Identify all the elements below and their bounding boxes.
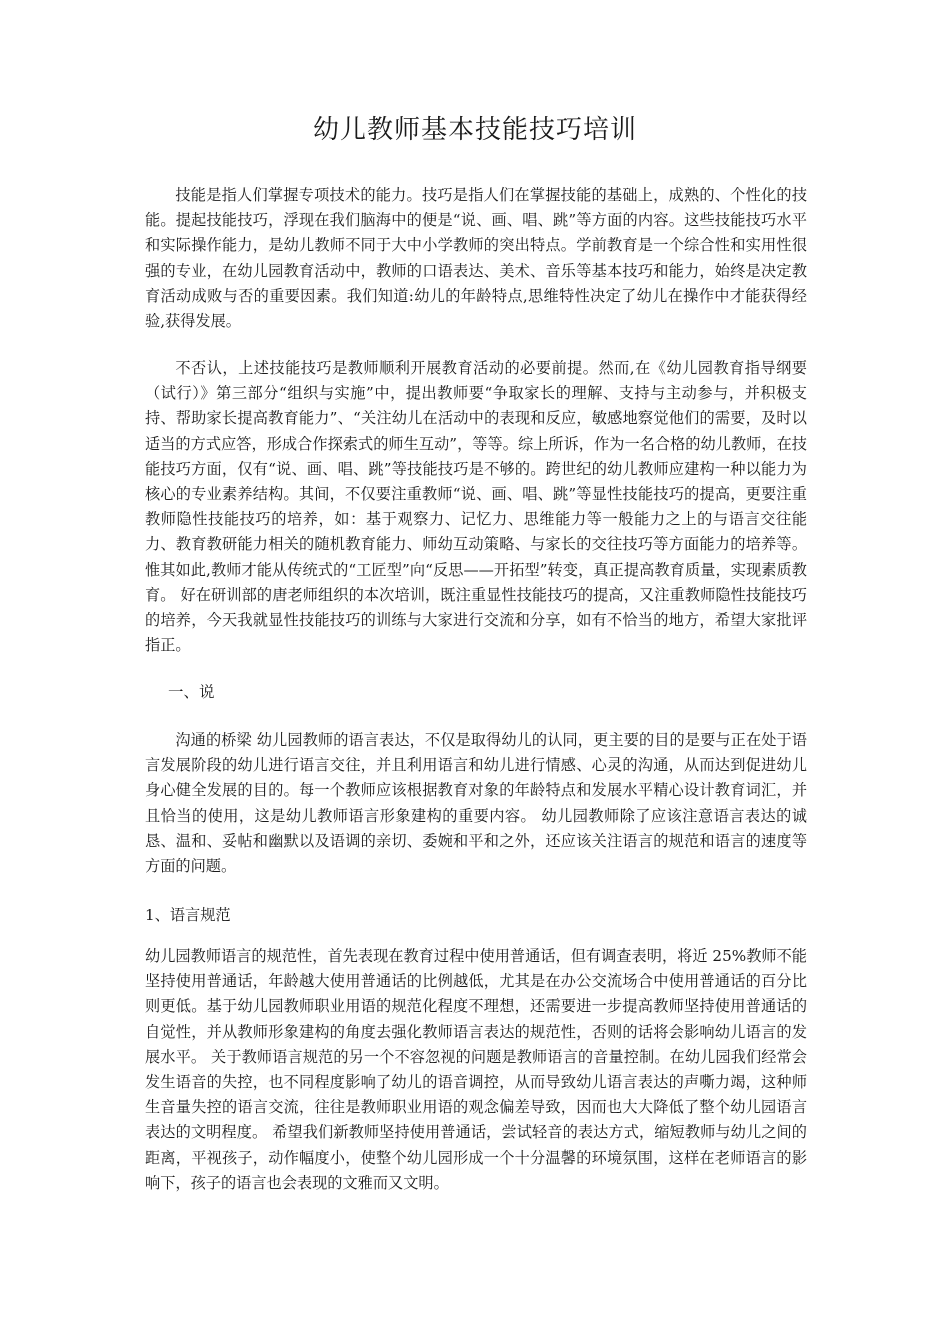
- subsection-language-norms-paragraph: 幼儿园教师语言的规范性，首先表现在教育过程中使用普通话，但有调查表明，将近 25%教师不能坚持使用普通话，年龄越大使用普通话的比例越低，尤其是在办公交流场合中使用普通话的百分比则更低。基于幼儿园教师职业用语的规范化程度不理想，还需要进一步提高教师坚持使用普通话的自觉性，并从教师形象建构的角度去强化教师语言表达的规范性，否则的话将会影响幼儿语言的发展水平。 关于教师语言规范的另一个不容忽视的问题是教师语言的音量控制。在幼儿园我们经常会发生语音的失控，也不同程度影响了幼儿的语音调控，从而导致幼儿语言表达的声嘶力竭，这种师生音量失控的语言交流，往往是教师职业用语的观念偏差导致，因而也大大降低了整个幼儿园语言表达的文明程度。 希望我们新教师坚持使用普通话，尝试轻音的表达方式，缩短教师与幼儿之间的距离，平视孩子，动作幅度小，使整个幼儿园形成一个十分温馨的环境氛围，这样在老师语言的影响下，孩子的语言也会表现的文雅而又文明。: [145, 947, 807, 1192]
- section-speak-paragraph: 沟通的桥梁 幼儿园教师的语言表达，不仅是取得幼儿的认同，更主要的目的是要与正在处于语言发展阶段的幼儿进行语言交往，并且利用语言和幼儿进行情感、心灵的沟通，从而达到促进幼儿身心健全发展的目的。每一个教师应该根据教育对象的年龄特点和发展水平精心设计教育词汇，并且恰当的使用，这是幼儿教师语言形象建构的重要内容。 幼儿园教师除了应该注意语言表达的诚恳、温和、妥帖和幽默以及语调的亲切、委婉和平和之外，还应该关注语言的规范和语言的速度等方面的问题。: [145, 731, 807, 876]
- subsection-heading-language-norms: 1、语言规范: [145, 906, 231, 924]
- intro-paragraph-1: 技能是指人们掌握专项技术的能力。技巧是指人们在掌握技能的基础上，成熟的、个性化的技能。提起技能技巧，浮现在我们脑海中的便是“说、画、唱、跳”等方面的内容。这些技能技巧水平和实际操作能力，是幼儿教师不同于大中小学教师的突出特点。学前教育是一个综合性和实用性很强的专业，在幼儿园教育活动中，教师的口语表达、美术、音乐等基本技巧和能力，始终是决定教育活动成败与否的重要因素。我们知道:幼儿的年龄特点,思维特性决定了幼儿在操作中才能获得经验,获得发展。: [145, 186, 807, 331]
- document-title: 幼儿教师基本技能技巧培训: [312, 115, 637, 145]
- section-heading-speak: 一、说: [168, 683, 215, 701]
- intro-paragraph-2: 不否认，上述技能技巧是教师顺利开展教育活动的必要前提。然而,在《幼儿园教育指导纲要（试行）》第三部分“组织与实施”中，提出教师要“争取家长的理解、支持与主动参与，并积极支持、帮助家长提高教育能力”、“关注幼儿在活动中的表现和反应，敏感地察觉他们的需要，及时以适当的方式应答，形成合作探索式的师生互动”，等等。综上所诉，作为一名合格的幼儿教师，在技能技巧方面，仅有“说、画、唱、跳”等技能技巧是不够的。跨世纪的幼儿教师应建构一种以能力为核心的专业素养结构。其间，不仅要注重教师“说、画、唱、跳”等显性技能技巧的提高，更要注重教师隐性技能技巧的培养，如：基于观察力、记忆力、思维能力等一般能力之上的与语言交往能力、教育教研能力相关的随机教育能力、师幼互动策略、与家长的交往技巧等方面能力的培养等。惟其如此,教师才能从传统式的“工匠型”向“反思——开拓型”转变，真正提高教育质量，实现素质教育。 好在研训部的唐老师组织的本次培训，既注重显性技能技巧的提高，又注重教师隐性技能技巧的培养，今天我就显性技能技巧的训练与大家进行交流和分享，如有不恰当的地方，希望大家批评指正。: [145, 359, 807, 655]
